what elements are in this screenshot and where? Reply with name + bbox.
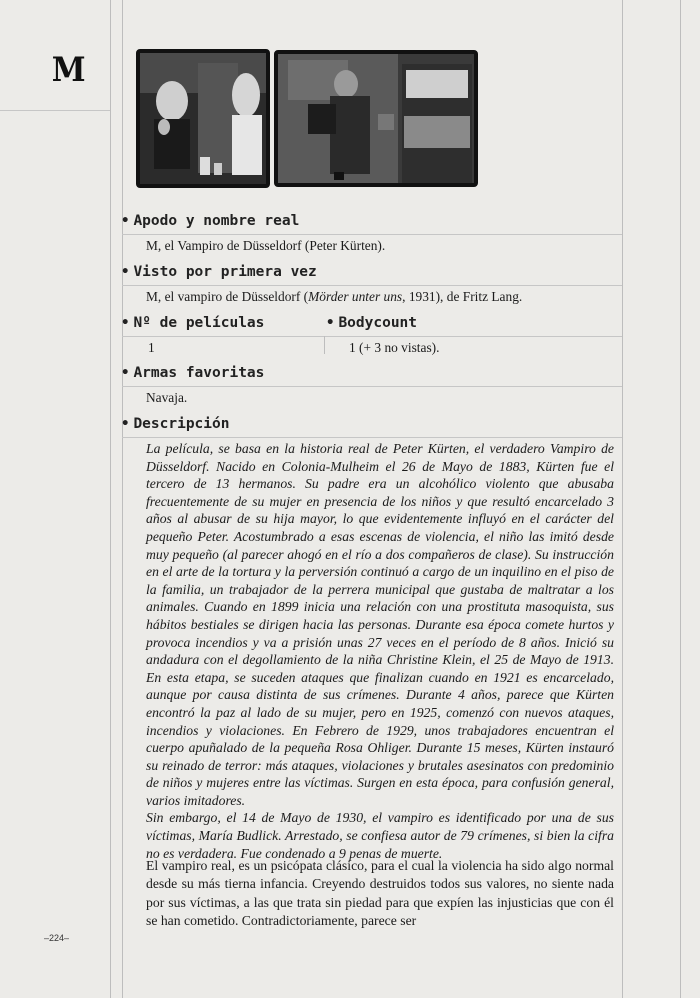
description-paragraph: El vampiro real, es un psicópata clásico, para el cual la violencia ha sido algo normal desde su más tierna infancia. Creyendo destruidos todos sus valores, no siente nada por sus víctimas, a las que trata sin piedad para que expíen las injusticias que con él se han cometido. Contradictoriamente, parece ser: [146, 858, 614, 928]
left-margin-rule-inner: [122, 0, 123, 998]
section-title-weapons-text: Armas favoritas: [133, 365, 265, 381]
section-title-description-text: Descripción: [133, 416, 230, 432]
section-title-alias-text: Apodo y nombre real: [133, 213, 300, 229]
film-still-street-image: [278, 54, 474, 183]
bullet-icon: •: [326, 315, 335, 331]
section-title-description: [121, 416, 229, 432]
film-still-street: [274, 50, 478, 187]
left-margin-rule: [110, 0, 111, 998]
header-rule: [0, 110, 110, 111]
section-rule: [122, 234, 622, 235]
page-number: –224–: [44, 933, 70, 943]
right-edge-rule: [680, 0, 681, 998]
first-seen-prefix: M, el vampiro de Düsseldorf (: [146, 289, 309, 304]
bodycount-value: 1 (+ 3 no vistas).: [349, 340, 440, 355]
description-paragraph: Sin embargo, el 14 de Mayo de 1930, el vampiro es identificado por una de sus víctimas, María Budlick. Arrestado, se confiesa autor de 79 crímenes, si bien la cifra no es verdadera. Fue condenado a 9 penas de muerte.: [146, 810, 614, 861]
section-rule: [122, 386, 622, 387]
first-seen-value: [146, 289, 522, 305]
section-title-bodycount: [326, 315, 417, 331]
first-seen-original-title: Mörder unter uns: [308, 289, 403, 304]
description-normal-block: [146, 857, 614, 930]
section-rule: [122, 336, 622, 337]
right-margin-rule: [622, 0, 623, 998]
section-rule: [122, 285, 622, 286]
section-title-first-seen-text: Visto por primera vez: [133, 264, 317, 280]
films-value: 1: [148, 340, 155, 355]
film-still-mirror: [136, 49, 270, 188]
description-italic-block: [146, 440, 614, 862]
section-title-weapons: [121, 365, 264, 381]
section-title-alias: [121, 213, 299, 229]
bullet-icon: •: [121, 416, 130, 432]
alias-value: M, el Vampiro de Düsseldorf (Peter Kürten).: [146, 238, 386, 253]
section-title-bodycount-text: Bodycount: [338, 315, 418, 331]
bullet-icon: •: [121, 315, 130, 331]
first-seen-suffix: , 1931), de Fritz Lang.: [402, 289, 523, 304]
section-title-films-text: Nº de películas: [133, 315, 265, 331]
section-title-first-seen: [121, 264, 317, 280]
weapons-value: Navaja.: [146, 390, 188, 405]
section-rule: [122, 437, 622, 438]
bullet-icon: •: [121, 365, 130, 381]
film-still-mirror-image: [140, 53, 266, 184]
bullet-icon: •: [121, 213, 130, 229]
chapter-letter: M: [51, 50, 83, 90]
section-title-films: [121, 315, 264, 331]
description-paragraph: La película, se basa en la historia real de Peter Kürten, el verdadero Vampiro de Düsseldorf. Nacido en Colonia-Mulheim el 26 de Mayo de 1883, Kürten fue el tercero de 13 hermanos. Su padre era un alcohólico violento que abusaba frecuentemente de su mujer en presencia de los niños y que resultó encarcelado 3 años al abusar de su hija mayor, lo que evidentemente influyó en el carácter del pequeño Peter. Acostumbrado a esas escenas de violencia, el niño las imitó desde muy pequeño (al parecer ahogó en el río a dos compañeros de clase). Su instrucción en el arte de la tortura y la perversión continuó a cargo de un inquilino en el piso de la familia, un trabajador de la perrera municipal que gustaba de maltratar a los animales. Cuando en 1899 inicia una relación con una prostituta masoquista, sus hábitos bestiales se dirigen hacia las personas. Durante esa época comete hurtos y provoca incendios y va a prisión unas 27 veces en el período de 8 años. Inició su andadura con el degollamiento de la niña Christine Klein, el 25 de Mayo de 1913. En esta etapa, se suceden ataques que finalizan cuando en 1921 es encarcelado, aunque por causa distinta de sus crímenes. Durante 4 años, parece que Kürten encontró la paz al lado de su mujer, pero en 1925, comenzó con nuevos ataques, incendios y violaciones. En Febrero de 1929, unos trabajadores encuentran el cuerpo apuñalado de la pequeña Rosa Ohliger. Durante 15 meses, Kürten instauró su reinado de terror: más ataques, violaciones y brutales asesinatos con predominio de niños y mujeres entre las víctimas. Surgen en esta época, para confusión general, varios imitadores.: [146, 441, 614, 808]
column-divider: [324, 336, 325, 354]
bullet-icon: •: [121, 264, 130, 280]
